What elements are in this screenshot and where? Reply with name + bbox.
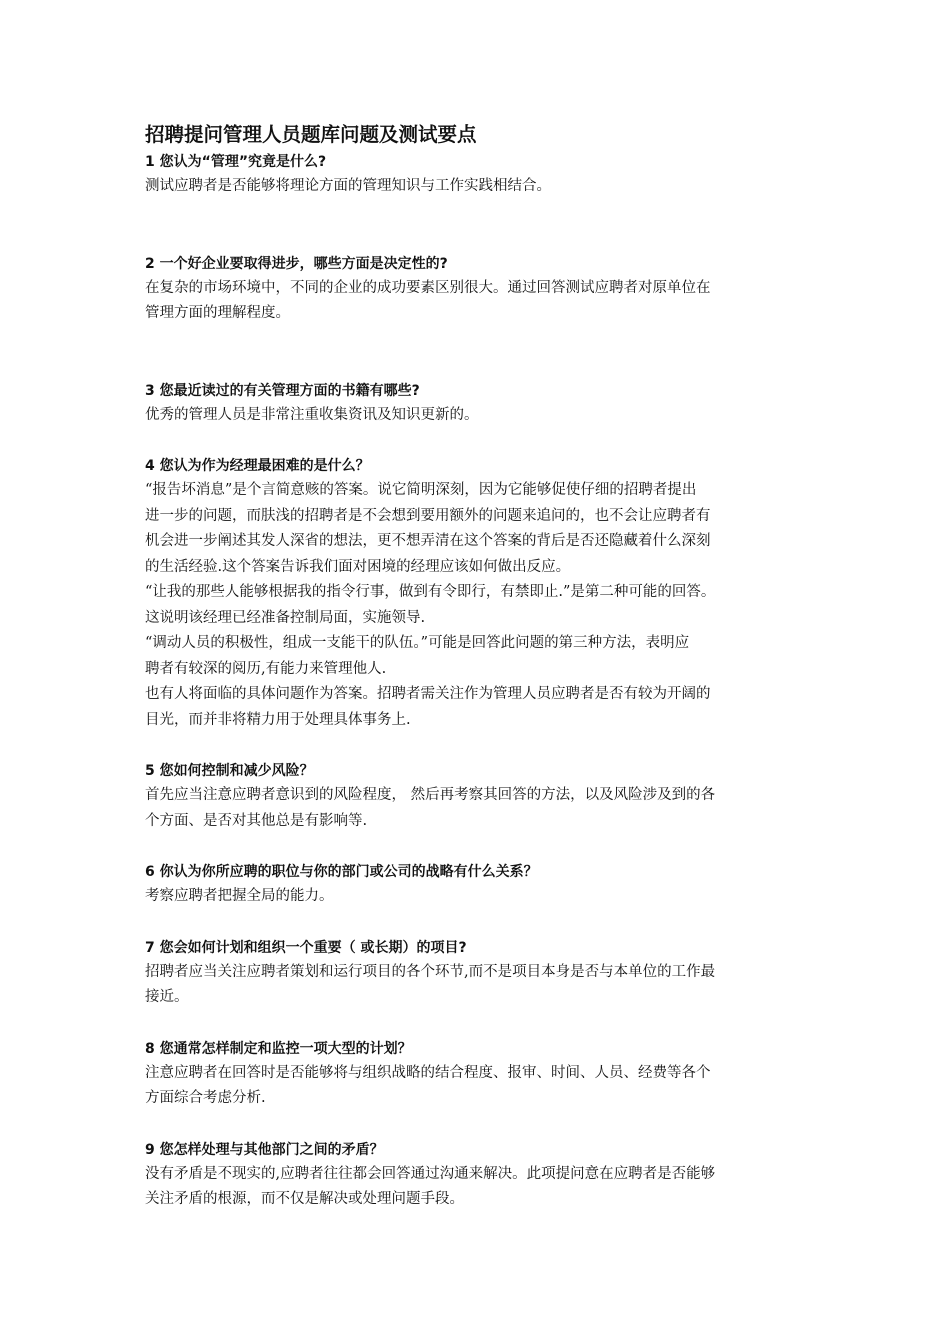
question-heading: 7 您会如何计划和组织一个重要（ 或长期）的项目? bbox=[145, 939, 467, 956]
answer-line: 目光，而并非将精力用于处理具体事务上. bbox=[145, 711, 411, 728]
answer-line: 接近。 bbox=[145, 989, 189, 1005]
document-page bbox=[145, 120, 845, 1213]
answer-text bbox=[145, 276, 845, 327]
answer-line: 也有人将面临的具体问题作为答案。招聘者需关注作为管理人员应聘者是否有较为开阔的 bbox=[145, 686, 711, 702]
question-heading: 9 您怎样处理与其他部门之间的矛盾？ bbox=[145, 1141, 384, 1158]
answer-line: 的生活经验.这个答案告诉我们面对困境的经理应该如何做出反应。 bbox=[145, 558, 571, 575]
answer-line: 优秀的管理人员是非常注重收集资讯及知识更新的。 bbox=[145, 406, 479, 423]
answer-line: 管理方面的理解程度。 bbox=[145, 305, 290, 321]
spacer bbox=[145, 733, 845, 759]
answer-line: 测试应聘者是否能够将理论方面的管理知识与工作实践相结合。 bbox=[145, 178, 551, 194]
question-heading: 5 您如何控制和减少风险？ bbox=[145, 763, 314, 779]
answer-line: 没有矛盾是不现实的,应聘者往往都会回答通过沟通来解决。此项提问意在应聘者是否能够 bbox=[145, 1165, 716, 1182]
answer-line: 进一步的问题，而肤浅的招聘者是不会想到要用额外的问题来追问的，也不会让应聘者有 bbox=[145, 507, 711, 524]
answer-line: 这说明该经理已经准备控制局面，实施领导. bbox=[145, 609, 426, 626]
answer-line: “报告坏消息”是个言简意赅的答案。说它简明深刻，因为它能够促使仔细的招聘者提出 bbox=[145, 482, 697, 498]
question-heading: 6 你认为你所应聘的职位与你的部门或公司的战略有什么关系？ bbox=[145, 864, 538, 880]
question-heading: 3 您最近读过的有关管理方面的书籍有哪些? bbox=[145, 382, 420, 399]
spacer bbox=[145, 327, 845, 379]
question-heading: 4 您认为作为经理最困难的是什么？ bbox=[145, 458, 370, 474]
question-heading: 8 您通常怎样制定和监控一项大型的计划？ bbox=[145, 1040, 412, 1057]
spacer bbox=[145, 428, 845, 454]
answer-line: 注意应聘者在回答时是否能够将与组织战略的结合程度、报审、时间、人员、经费等各个 bbox=[145, 1064, 711, 1081]
answer-line: 方面综合考虑分析. bbox=[145, 1090, 266, 1106]
qa-block bbox=[145, 936, 845, 1011]
qa-block bbox=[145, 454, 845, 733]
spacer bbox=[145, 834, 845, 860]
qa-block bbox=[145, 150, 845, 200]
answer-line: “调动人员的积极性，组成一支能干的队伍。”可能是回答此问题的第三种方法，表明应 bbox=[145, 635, 690, 651]
answer-text bbox=[145, 960, 845, 1011]
spacer bbox=[145, 1011, 845, 1037]
qa-block bbox=[145, 759, 845, 834]
qa-block bbox=[145, 252, 845, 327]
answer-line: 聘者有较深的阅历,有能力来管理他人. bbox=[145, 660, 387, 677]
answer-line: 机会进一步阐述其发人深省的想法，更不想弄清在这个答案的背后是否还隐藏着什么深刻 bbox=[145, 533, 711, 549]
qa-block bbox=[145, 1138, 845, 1213]
spacer bbox=[145, 200, 845, 252]
question-heading: 2 一个好企业要取得进步，哪些方面是决定性的? bbox=[145, 255, 448, 272]
answer-text bbox=[145, 783, 845, 834]
answer-text bbox=[145, 884, 845, 910]
question-heading: 1 您认为“管理”究竟是什么? bbox=[145, 154, 327, 170]
answer-line: 首先应当注意应聘者意识到的风险程度， 然后再考察其回答的方法，以及风险涉及到的各 bbox=[145, 787, 716, 803]
answer-line: 个方面、是否对其他总是有影响等. bbox=[145, 812, 368, 829]
qa-block bbox=[145, 379, 845, 429]
answer-line: 招聘者应当关注应聘者策划和运行项目的各个环节,而不是项目本身是否与本单位的工作最 bbox=[145, 963, 716, 980]
answer-line: 关注矛盾的根源，而不仅是解决或处理问题手段。 bbox=[145, 1191, 464, 1207]
spacer bbox=[145, 910, 845, 936]
qa-block bbox=[145, 1037, 845, 1112]
answer-text bbox=[145, 478, 845, 733]
qa-list bbox=[145, 150, 845, 1213]
answer-text bbox=[145, 1162, 845, 1213]
answer-text bbox=[145, 403, 845, 429]
spacer bbox=[145, 1112, 845, 1138]
answer-line: 考察应聘者把握全局的能力。 bbox=[145, 888, 334, 904]
answer-line: 在复杂的市场环境中，不同的企业的成功要素区别很大。通过回答测试应聘者对原单位在 bbox=[145, 279, 711, 296]
answer-text bbox=[145, 1061, 845, 1112]
qa-block bbox=[145, 860, 845, 910]
document-title: 招聘提问管理人员题库问题及测试要点 bbox=[145, 123, 477, 146]
answer-text bbox=[145, 174, 845, 200]
answer-line: “让我的那些人能够根据我的指令行事，做到有令即行，有禁即止.”是第二种可能的回答。 bbox=[145, 584, 716, 600]
